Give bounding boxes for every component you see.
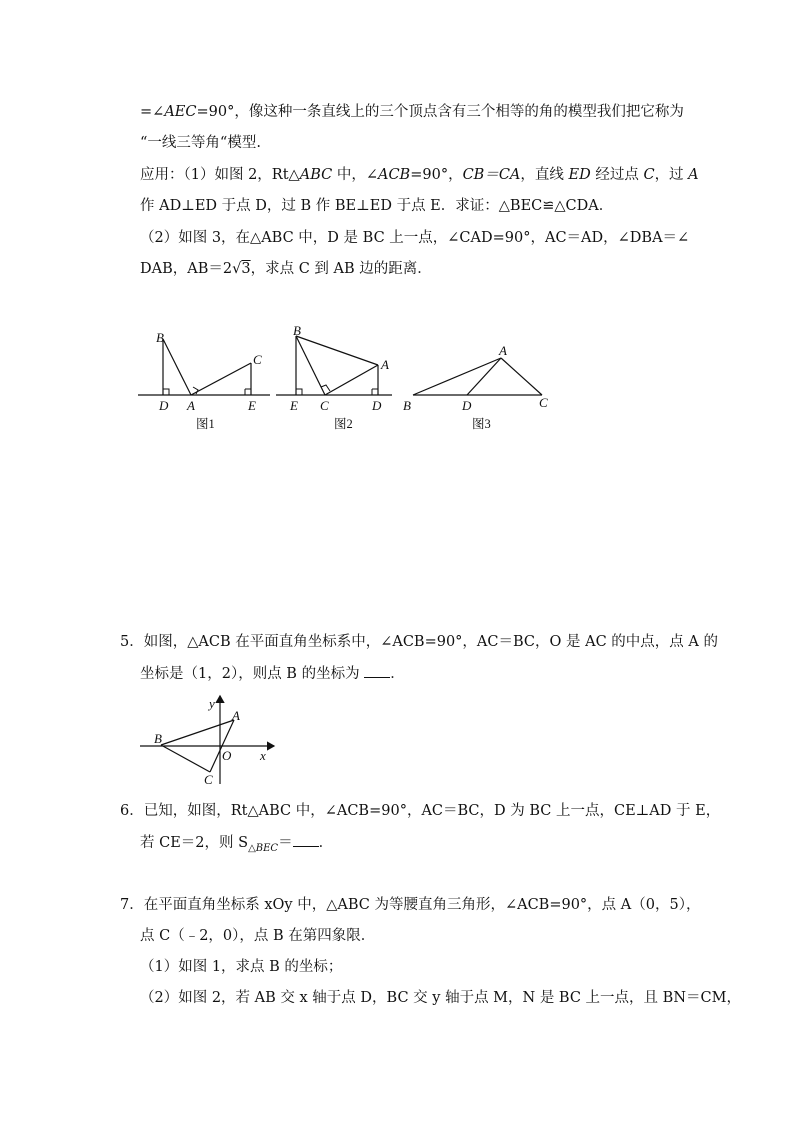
fig3-label-b: B bbox=[403, 398, 411, 413]
q5-label-o: O bbox=[222, 748, 232, 763]
q7-line-2: 点 C（﹣2，0），点 B 在第四象限． bbox=[140, 928, 376, 944]
fig3-caption: 图3 bbox=[472, 417, 491, 431]
q7-part-2: （2）如图 2，若 AB 交 x 轴于点 D，BC 交 y 轴于点 M，N 是 BC 上一点，且 BN＝CM， bbox=[140, 990, 741, 1006]
q5-line-2: 坐标是（1，2），则点 B 的坐标为 ． bbox=[140, 663, 405, 684]
fig2-caption: 图2 bbox=[334, 417, 353, 431]
fig2-label-e: E bbox=[290, 398, 298, 413]
q4-line-6: DAB，AB＝2√3，求点 C 到 AB 边的距离． bbox=[140, 261, 432, 277]
q5-line-1: 5．如图，△ACB 在平面直角坐标系中，∠ACB=90°，AC＝BC，O 是 AC 的中点，点 A 的 bbox=[120, 634, 718, 650]
figure-3 bbox=[403, 343, 548, 431]
q4-line-1: =∠AEC=90°，像这种一条直线上的三个顶点含有三个相等的角的模型我们把它称为 bbox=[140, 104, 684, 120]
q4-application-line: 应用：（1）如图 2，Rt△ABC 中，∠ACB=90°，CB＝CA，直线 ED 经过点 C，过 A bbox=[140, 167, 699, 183]
fig3-label-c: C bbox=[539, 395, 548, 410]
q5-label-b: B bbox=[154, 731, 162, 746]
fig1-label-b: B bbox=[156, 330, 164, 345]
fig1-label-c: C bbox=[253, 352, 262, 367]
q4-part-2-line: （2）如图 3，在△ABC 中，D 是 BC 上一点，∠CAD=90°，AC＝AD，∠DBA＝∠ bbox=[140, 230, 690, 246]
q5-label-x: x bbox=[260, 748, 266, 763]
q4-line-2: “一线三等角“模型. bbox=[140, 135, 261, 151]
fig1-label-e: E bbox=[248, 398, 256, 413]
q4-line-4: 作 AD⊥ED 于点 D，过 B 作 BE⊥ED 于点 E．求证：△BEC≌△CDA． bbox=[140, 198, 614, 214]
q6-line-2: 若 CE＝2，则 $S_{\triangle BEC}=$ ． bbox=[140, 832, 333, 859]
fig1-label-d: D bbox=[159, 398, 169, 413]
q7-line-1: 7．在平面直角坐标系 xOy 中，△ABC 为等腰直角三角形，∠ACB=90°，点 A（0，5）， bbox=[120, 897, 701, 913]
q5-label-y: y bbox=[209, 696, 215, 711]
figure-1 bbox=[138, 330, 270, 431]
q6-answer-blank[interactable] bbox=[293, 832, 319, 847]
q5-label-a: A bbox=[232, 708, 240, 723]
fig2-label-d: D bbox=[372, 398, 382, 413]
sqrt-symbol: √ bbox=[232, 261, 242, 277]
q5-answer-blank[interactable] bbox=[364, 663, 390, 678]
q5-label-c: C bbox=[204, 772, 213, 787]
figure-2 bbox=[276, 323, 392, 431]
q6-line-1: 6．已知，如图，Rt△ABC 中，∠ACB=90°，AC＝BC，D 为 BC 上一点，CE⊥AD 于 E， bbox=[120, 803, 721, 819]
q5-figure bbox=[134, 690, 284, 790]
q7-part-1: （1）如图 1，求点 B 的坐标； bbox=[140, 959, 343, 975]
fig2-label-b: B bbox=[293, 323, 301, 338]
fig3-label-d: D bbox=[462, 398, 472, 413]
q4-figures bbox=[130, 318, 570, 438]
fig1-caption: 图1 bbox=[196, 417, 215, 431]
fig2-label-a: A bbox=[381, 357, 389, 372]
fig2-label-c: C bbox=[320, 398, 329, 413]
fig3-label-a: A bbox=[499, 343, 507, 358]
fig1-label-a: A bbox=[187, 398, 195, 413]
